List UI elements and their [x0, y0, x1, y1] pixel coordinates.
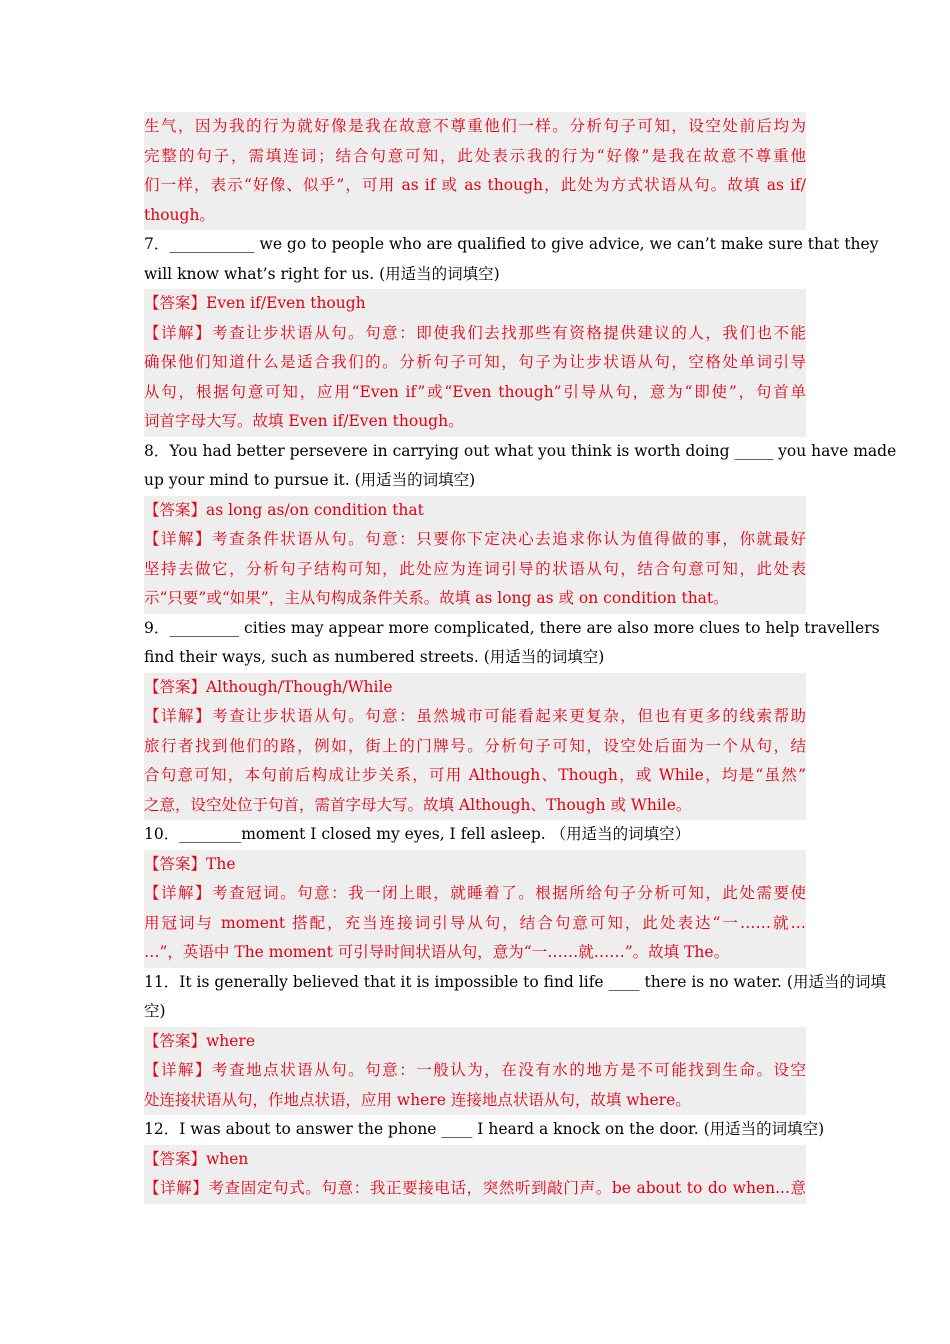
answer-block-12 [144, 1145, 806, 1204]
explanation-line: 合句意可知，本句前后构成让步关系，可用 Although、Though，或 While，均是“虽然” [144, 766, 806, 784]
explanation-line: 旅行者找到他们的路，例如，街上的门牌号。分析句子可知，设空处后面为一个从句，结 [144, 736, 806, 755]
question-line: 空) [144, 1002, 166, 1020]
question-8 [144, 437, 897, 496]
explanation-line: though。 [144, 205, 215, 224]
question-number: 10． [144, 825, 180, 843]
answer-blank: ___________ [169, 235, 255, 253]
question-9 [144, 614, 880, 673]
question-text: It is generally believed that it is impossible to find life ____ there is no water. (用适当的词填 [179, 972, 886, 991]
explanation-line: 【详解】考查冠词。句意：我一闭上眼，就睡着了。根据所给句子分析可知，此处需要使 [144, 884, 806, 902]
question-number: 7． [144, 235, 170, 253]
question-text: we go to people who are qualified to give advice, we can’t make sure that they [254, 235, 879, 253]
question-number: 11． [144, 972, 180, 991]
explanation-line: 示“只要”或“如果”，主从句构成条件关系。故填 as long as 或 on condition that。 [144, 589, 729, 607]
question-line: up your mind to pursue it. (用适当的词填空) [144, 471, 476, 489]
question-line [144, 437, 897, 467]
answer-block-8 [144, 496, 806, 614]
explanation-line: 从句，根据句意可知，应用“Even if”或“Even though”引导从句，意为“即使”，句首单 [144, 382, 806, 401]
answer-blank: _________ [169, 618, 240, 637]
explanation-line: 确保他们知道什么是适合我们的。分析句子可知，句子为让步状语从句，空格处单词引导 [144, 353, 806, 371]
explanation-line: 【详解】考查让步状语从句。句意：即使我们去找那些有资格提供建议的人，我们也不能 [144, 323, 806, 342]
explanation-line: 坚持去做它，分析句子结构可知，此处应为连词引导的状语从句，结合句意可知，此处表 [144, 559, 806, 578]
explanation-line: 之意，设空处位于句首，需首字母大写。故填 Although、Though 或 While。 [144, 795, 692, 814]
explanation-line: 完整的句子，需填连词；结合句意可知，此处表示我的行为“好像”是我在故意不尊重他 [144, 146, 806, 165]
answer-line: 【答案】when [144, 1149, 249, 1168]
question-text: You had better persevere in carrying out what you think is worth doing _____ you have made [169, 441, 897, 460]
explanation-line: 生气，因为我的行为就好像是我在故意不尊重他们一样。分析句子可知，设空处前后均为 [144, 117, 806, 135]
explanation-line: …”，英语中 The moment 可引导时间状语从句，意为“一……就……”。故填 The。 [144, 943, 730, 961]
explanation-line: 词首字母大写。故填 Even if/Even though。 [144, 412, 464, 430]
explanation-line: 【详解】考查固定句式。句意：我正要接电话，突然听到敲门声。be about to do when...意 [144, 1179, 806, 1197]
explanation-line: 们一样，表示“好像、似乎”，可用 as if 或 as though，此处为方式状语从句。故填 as if/ [144, 176, 806, 194]
answer-line: 【答案】The [144, 854, 236, 873]
question-text: I was about to answer the phone ____ I heard a knock on the door. (用适当的词填空) [179, 1120, 825, 1138]
question-line: will know what’s right for us. (用适当的词填空) [144, 264, 500, 283]
answer-line: 【答案】where [144, 1031, 256, 1050]
question-line [144, 1115, 825, 1145]
explanation-line: 处连接状语从句，作地点状语，应用 where 连接地点状语从句，故填 where。 [144, 1090, 691, 1109]
question-line: find their ways, such as numbered streets. (用适当的词填空) [144, 648, 605, 666]
answer-line: 【答案】Even if/Even though [144, 294, 366, 312]
answer-block-10 [144, 850, 806, 968]
explanation-line: 【详解】考查让步状语从句。句意：虽然城市可能看起来更复杂，但也有更多的线索帮助 [144, 707, 806, 725]
answer-line: 【答案】Although/Though/While [144, 677, 393, 696]
question-number: 9． [144, 618, 170, 637]
explanation-line: 用冠词与 moment 搭配，充当连接词引导从句，结合句意可知，此处表达“一……就… [144, 913, 806, 932]
question-12 [144, 1115, 825, 1145]
question-text: ________moment I closed my eyes, I fell asleep. （用适当的词填空） [179, 825, 691, 843]
question-line [144, 230, 879, 260]
answer-block-7 [144, 289, 806, 437]
question-line [144, 968, 886, 998]
question-line [144, 614, 880, 644]
explanation-line: 【详解】考查条件状语从句。句意：只要你下定决心去追求你认为值得做的事，你就最好 [144, 530, 806, 548]
question-text: cities may appear more complicated, there are also more clues to help travellers [239, 618, 880, 637]
answer-block-9 [144, 673, 806, 821]
question-10 [144, 820, 806, 850]
question-number: 8． [144, 441, 170, 460]
document-page [144, 112, 897, 1204]
question-number: 12． [144, 1120, 180, 1138]
question-11 [144, 968, 886, 1027]
prev-explanation-block [144, 112, 806, 230]
explanation-line: 【详解】考查地点状语从句。句意：一般认为，在没有水的地方是不可能找到生命。设空 [144, 1061, 806, 1079]
answer-line: 【答案】as long as/on condition that [144, 500, 424, 519]
question-7 [144, 230, 879, 289]
question-line [144, 820, 806, 850]
answer-block-11 [144, 1027, 806, 1116]
